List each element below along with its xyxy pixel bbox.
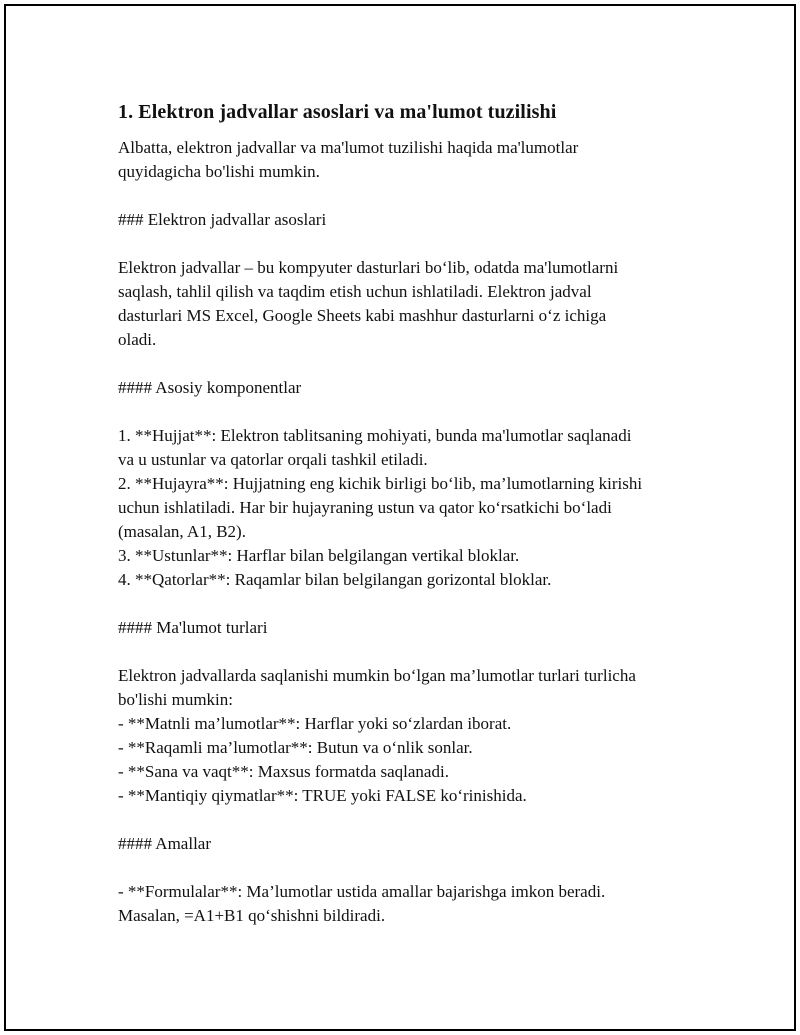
paragraph-gap	[118, 808, 698, 832]
subheading-operations: #### Amallar	[118, 834, 212, 853]
page-frame	[4, 4, 796, 1031]
paragraph-gap	[118, 184, 698, 208]
paragraph-gap	[118, 352, 698, 376]
subheading-data-types: #### Ma'lumot turlari	[118, 618, 268, 637]
paragraph-gap	[118, 640, 698, 664]
paragraph-gap	[118, 592, 698, 616]
spreadsheet-definition-paragraph: Elektron jadvallar – bu kompyuter dasturlari bo‘lib, odatda ma'lumotlarni saqlash, tahlil qilish va taqdim etish uchun ishlatiladi. Elektron jadval dasturlari MS Excel, Google Sheets kabi mashhur dasturlarni o‘z ichiga oladi.	[118, 258, 619, 349]
components-list: 1. **Hujjat**: Elektron tablitsaning mohiyati, bunda ma'lumotlar saqlanadi va u ustunlar va qatorlar orqali tashkil etiladi. 2. **Hujayra**: Hujjatning eng kichik birligi bo‘lib, ma’lumotlarning kirishi uchun ishlatiladi. Har bir hujayraning ustun va qator ko‘rsatkichi bo‘ladi (masalan, A1, B2). 3. **Ustunlar**: Harflar bilan belgilangan vertikal bloklar. 4. **Qatorlar**: Raqamlar bilan belgilangan gorizontal bloklar.	[118, 426, 643, 589]
data-types-list: Elektron jadvallarda saqlanishi mumkin bo‘lgan ma’lumotlar turlari turlicha bo'lishi mumkin: - **Matnli ma’lumotlar**: Harflar yoki so‘zlardan iborat. - **Raqamli ma’lumotlar**: Butun va o‘nlik sonlar. - **Sana va vaqt**: Maxsus formatda saqlanadi. - **Mantiqiy qiymatlar**: TRUE yoki FALSE ko‘rinishida.	[118, 666, 636, 805]
paragraph-gap	[118, 856, 698, 880]
intro-paragraph: Albatta, elektron jadvallar va ma'lumot tuzilishi haqida ma'lumotlar quyidagicha bo'lishi mumkin.	[118, 138, 579, 181]
document-title: 1. Elektron jadvallar asoslari va ma'lumot tuzilishi	[118, 101, 557, 123]
subheading-main-components: #### Asosiy komponentlar	[118, 378, 302, 397]
operations-list: - **Formulalar**: Ma’lumotlar ustida amallar bajarishga imkon beradi. Masalan, =A1+B1 qo‘shishni bildiradi.	[118, 882, 606, 925]
section-heading-spreadsheet-basics: ### Elektron jadvallar asoslari	[118, 210, 327, 229]
paragraph-gap	[118, 232, 698, 256]
paragraph-gap	[118, 400, 698, 424]
document-content	[118, 98, 698, 928]
